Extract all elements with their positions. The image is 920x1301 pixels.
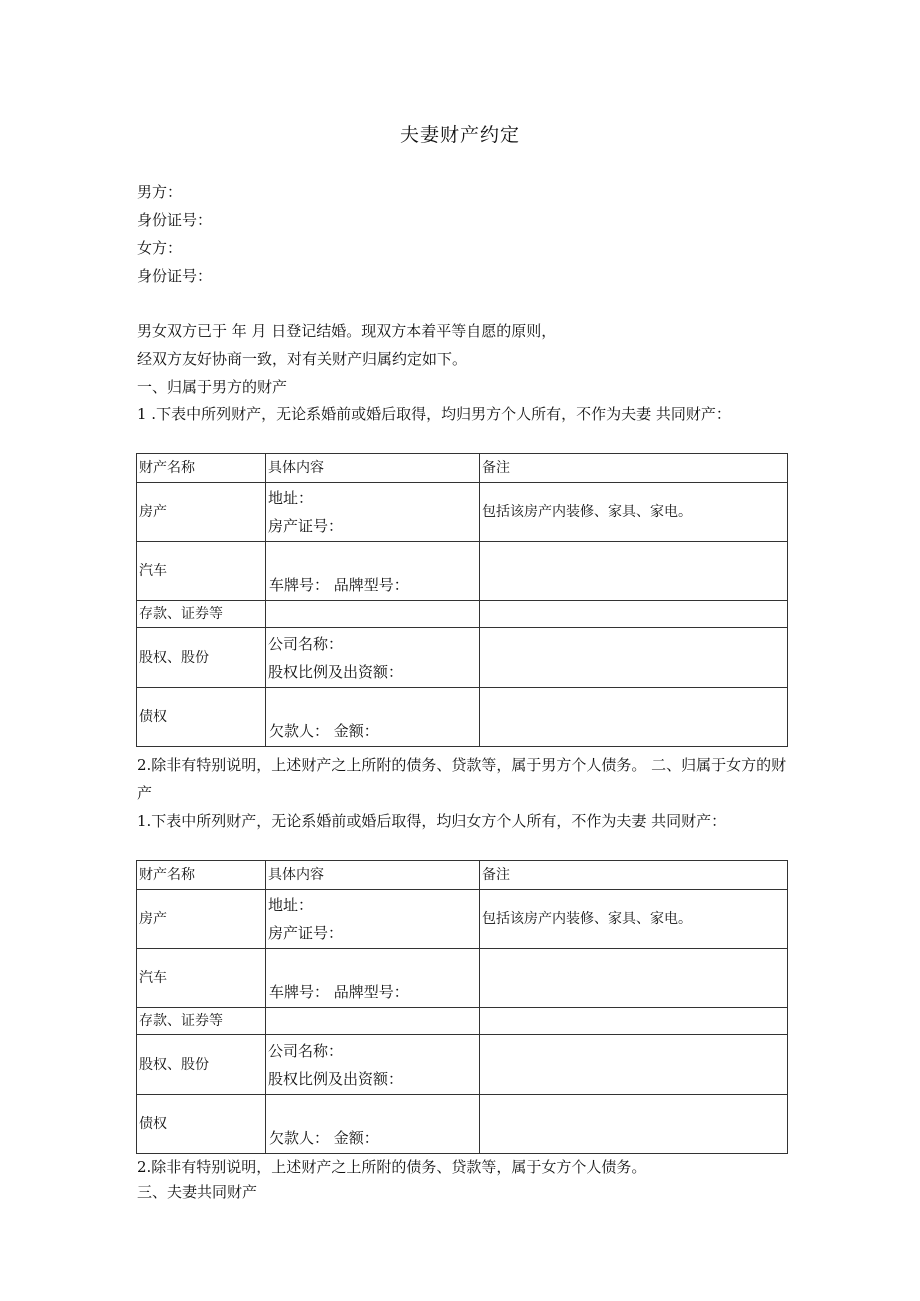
debt-note — [480, 1095, 788, 1154]
table-row — [137, 483, 788, 542]
section2-clause2: 2.除非有特别说明，上述财产之上所附的债务、贷款等，属于女方个人债务。 — [137, 1158, 647, 1176]
house-note: 包括该房产内装修、家具、家电。 — [480, 890, 788, 949]
equity-content — [266, 1035, 480, 1095]
header-note: 备注 — [480, 861, 788, 890]
female-party-label: 女方： — [137, 239, 183, 257]
asset-name-debt: 债权 — [137, 1095, 266, 1154]
female-asset-table — [136, 860, 788, 1154]
section1-clause2: 2.除非有特别说明，上述财产之上所附的债务、贷款等，属于男方个人债务。 二、归属于女方的财产 — [137, 756, 787, 802]
equity-company-label: 公司名称： — [268, 1041, 344, 1060]
car-content — [266, 949, 480, 1008]
asset-name-house: 房产 — [137, 483, 266, 542]
header-asset-name: 财产名称 — [137, 861, 266, 890]
car-note — [480, 542, 788, 601]
deposit-note — [480, 1008, 788, 1035]
section1-heading: 一、归属于男方的财产 — [137, 378, 288, 396]
equity-ratio-label: 股权比例及出资额： — [268, 662, 404, 681]
house-address-label: 地址： — [268, 896, 314, 914]
asset-name-house: 房产 — [137, 890, 266, 949]
debt-note — [480, 688, 788, 747]
house-cert-label: 房产证号： — [268, 517, 344, 535]
header-note: 备注 — [480, 454, 788, 483]
house-cert-label: 房产证号： — [268, 924, 344, 942]
house-address-label: 地址： — [268, 489, 314, 507]
asset-name-car: 汽车 — [137, 542, 266, 601]
deposit-note — [480, 601, 788, 628]
asset-name-car: 汽车 — [137, 949, 266, 1008]
debt-content — [266, 1095, 480, 1154]
male-id-label: 身份证号： — [137, 211, 213, 229]
header-content: 具体内容 — [266, 454, 480, 483]
car-plate-label: 车牌号： 品牌型号： — [269, 983, 409, 1001]
table-row — [137, 949, 788, 1008]
debt-debtor-label: 欠款人： 金额： — [269, 722, 379, 740]
house-content — [266, 483, 480, 542]
table-row — [137, 1008, 788, 1035]
table-row — [137, 1095, 788, 1154]
table-row — [137, 890, 788, 949]
equity-company-label: 公司名称： — [268, 634, 344, 653]
equity-content — [266, 628, 480, 688]
equity-note — [480, 1035, 788, 1095]
intro-line-1: 男女双方已于 年 月 日登记结婚。现双方本着平等自愿的原则， — [137, 322, 557, 340]
equity-note — [480, 628, 788, 688]
table-row — [137, 601, 788, 628]
section3-heading: 三、夫妻共同财产 — [137, 1183, 258, 1201]
house-content — [266, 890, 480, 949]
house-note: 包括该房产内装修、家具、家电。 — [480, 483, 788, 542]
table-row — [137, 1035, 788, 1095]
table-row — [137, 542, 788, 601]
table-header-row — [137, 454, 788, 483]
car-content — [266, 542, 480, 601]
table-row — [137, 628, 788, 688]
debt-debtor-label: 欠款人： 金额： — [269, 1129, 379, 1147]
debt-content — [266, 688, 480, 747]
asset-name-equity: 股权、股份 — [137, 628, 266, 688]
car-note — [480, 949, 788, 1008]
table-row — [137, 688, 788, 747]
intro-line-2: 经双方友好协商一致，对有关财产归属约定如下。 — [137, 350, 468, 368]
header-content: 具体内容 — [266, 861, 480, 890]
female-id-label: 身份证号： — [137, 267, 213, 285]
table-header-row — [137, 861, 788, 890]
asset-name-debt: 债权 — [137, 688, 266, 747]
section1-clause1: 1 .下表中所列财产，无论系婚前或婚后取得，均归男方个人所有，不作为夫妻 共同财产： — [137, 405, 731, 423]
section2-clause1: 1.下表中所列财产，无论系婚前或婚后取得，均归女方个人所有，不作为夫妻 共同财产： — [137, 812, 727, 830]
car-plate-label: 车牌号： 品牌型号： — [269, 576, 409, 594]
deposit-content — [266, 601, 480, 628]
asset-name-deposit: 存款、证券等 — [137, 1008, 266, 1035]
document-title: 夫妻财产约定 — [399, 124, 520, 146]
asset-name-deposit: 存款、证券等 — [137, 601, 266, 628]
male-asset-table — [136, 453, 788, 747]
equity-ratio-label: 股权比例及出资额： — [268, 1069, 404, 1088]
header-asset-name: 财产名称 — [137, 454, 266, 483]
male-party-label: 男方： — [137, 183, 183, 201]
asset-name-equity: 股权、股份 — [137, 1035, 266, 1095]
deposit-content — [266, 1008, 480, 1035]
